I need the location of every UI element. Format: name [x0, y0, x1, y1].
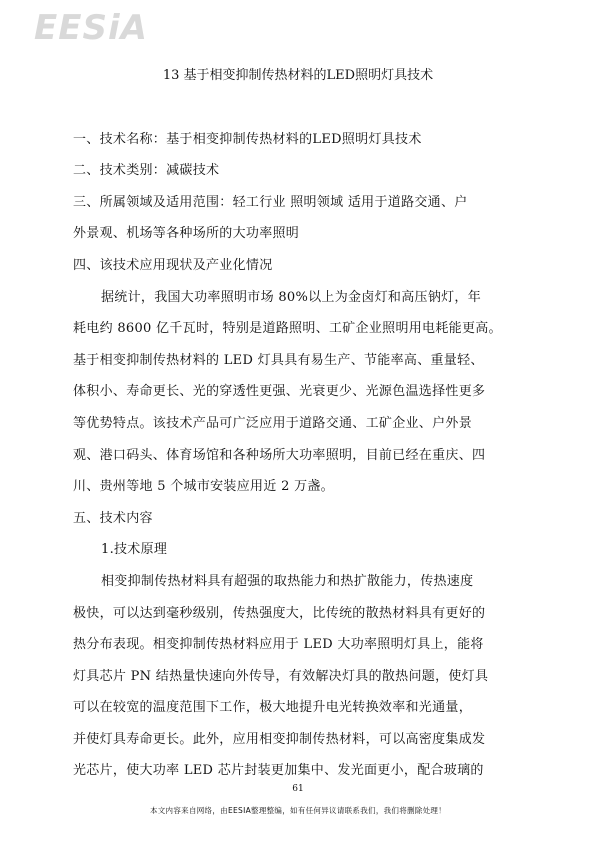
text-line-3: 三、所属领域及适用范围：轻工行业 照明领域 适用于道路交通、户 [73, 195, 468, 210]
text-line-11: 观、港口码头、体育场馆和各种场所大功率照明，目前已经在重庆、四 [73, 448, 486, 463]
text-line-2: 二、技术类别：减碳技术 [73, 163, 220, 178]
text-line-9: 体积小、寿命更长、光的穿透性更强、光衰更少、光源色温选择性更多 [73, 384, 486, 399]
footer-disclaimer: 本文内容来自网络，由EESIA整理整编，如有任何异议请联系我们，我们将删除处理！ [149, 806, 447, 815]
text-line-13: 五、技术内容 [73, 511, 153, 526]
text-line-19: 可以在较宽的温度范围下工作，极大地提升电光转换效率和光通量， [73, 700, 473, 715]
text-line-6: 据统计，我国大功率照明市场 80%以上为金卤灯和高压钠灯，年 [101, 290, 482, 305]
text-line-10: 等优势特点。该技术产品可广泛应用于道路交通、工矿企业、户外景 [73, 416, 473, 431]
eesia-logo: EESiA [34, 8, 148, 48]
text-line-21: 光芯片，使大功率 LED 芯片封装更加集中、发光面更小，配合玻璃的 [73, 763, 484, 778]
text-line-5: 四、该技术应用现状及产业化情况 [73, 258, 273, 273]
text-line-16: 极快，可以达到毫秒级别，传热强度大，比传统的散热材料具有更好的 [73, 606, 486, 621]
text-line-18: 灯具芯片 PN 结热量快速向外传导，有效解决灯具的散热问题，使灯具 [73, 669, 489, 684]
text-line-1: 一、技术名称：基于相变抑制传热材料的LED照明灯具技术 [73, 132, 422, 147]
text-line-4: 外景观、机场等各种场所的大功率照明 [73, 226, 300, 241]
text-line-12: 川、贵州等地 5 个城市安装应用近 2 万盏。 [73, 479, 334, 494]
text-line-17: 热分布表现。相变抑制传热材料应用于 LED 大功率照明灯具上，能将 [73, 637, 484, 652]
text-line-8: 基于相变抑制传热材料的 LED 灯具具有易生产、节能率高、重量轻、 [73, 353, 484, 368]
text-line-20: 并使灯具寿命更长。此外，应用相变抑制传热材料，可以高密度集成发 [73, 732, 486, 747]
page-number: 61 [292, 784, 304, 794]
text-line-15: 相变抑制传热材料具有超强的取热能力和热扩散能力，传热速度 [101, 574, 474, 589]
text-line-7: 耗电约 8600 亿千瓦时，特别是道路照明、工矿企业照明用电耗能更高。 [73, 321, 502, 336]
section-title: 13 基于相变抑制传热材料的LED照明灯具技术 [162, 68, 434, 83]
text-line-14: 1.技术原理 [101, 542, 168, 557]
